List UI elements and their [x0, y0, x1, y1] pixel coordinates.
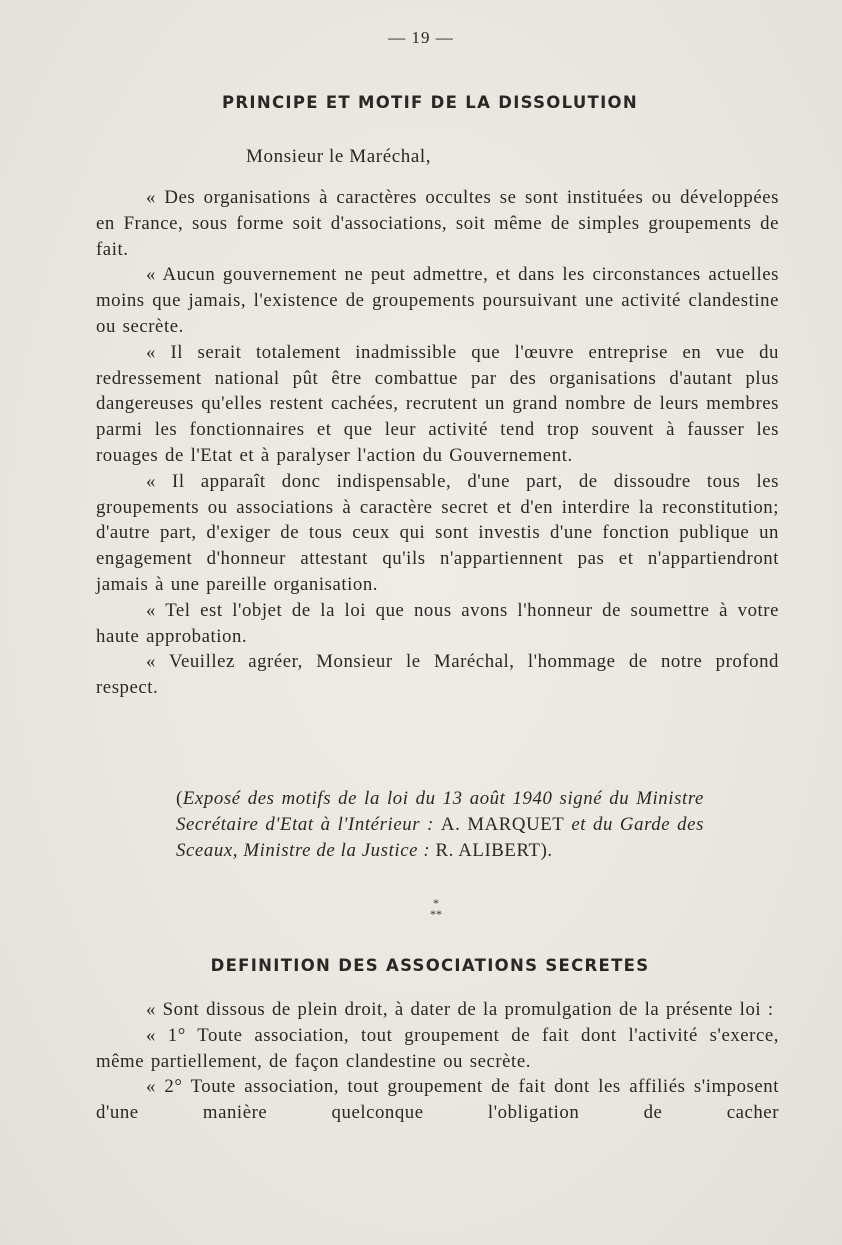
source-text: Exposé des motifs de la loi du 13 août 1940 signé du Ministre Secrétaire d'Etat à l'Intérieur : — [176, 788, 704, 835]
asterism-separator — [421, 898, 451, 920]
asterism-bottom: ** — [430, 907, 442, 921]
signatory-alibert: R. ALIBERT — [435, 840, 541, 861]
paragraph: « Veuillez agréer, Monsieur le Maréchal, l'hommage de notre profond respect. — [96, 651, 779, 699]
paragraph: « Il serait totalement inadmissible que l'œuvre entreprise en vue du redressement national pût être combattue par des organisations d'autant plus dangereuses qu'elles restent cachées, recrutent un grand nombre de leurs membres parmi les fonctionnaires et que leur activité tend trop souvent à fausser les rouages de l'Etat et à paralyser l'action du Gouvernement. — [96, 341, 779, 466]
page-number: — 19 — — [388, 28, 454, 47]
source-text-2: et du Garde des Sceaux, Ministre de la Justice : — [176, 814, 704, 861]
source-citation — [176, 786, 704, 864]
source-close-paren: ). — [540, 840, 553, 861]
paragraph: « Des organisations à caractères occultes se sont instituées ou développées en France, sous forme soit d'associations, soit même de simples groupements de fait. — [96, 187, 779, 260]
asterism-top: * — [433, 896, 439, 910]
section-heading-principe: PRINCIPE ET MOTIF DE LA DISSOLUTION — [222, 93, 638, 112]
paragraph: « 2° Toute association, tout groupement de fait dont les affiliés s'imposent d'une manière quelconque l'obligation de cacher — [96, 1076, 779, 1124]
paragraph: « 1° Toute association, tout groupement de fait dont l'activité s'exerce, même partiellement, de façon clandestine ou secrète. — [96, 1024, 779, 1072]
paragraph: « Il apparaît donc indispensable, d'une part, de dissoudre tous les groupements ou associations à caractère secret et d'en interdire la reconstitution; d'autre part, d'exiger de tous ceux qui sont investis d'une fonction publique un engagement d'honneur attestant qu'ils n'appartiennent pas et n'appartiendront jamais à une pareille organisation. — [96, 470, 779, 595]
source-open-paren: ( — [176, 788, 183, 809]
signatory-marquet: A. MARQUET — [440, 814, 565, 835]
paragraph: « Sont dissous de plein droit, à dater de la promulgation de la présente loi : — [146, 999, 774, 1020]
letter-body — [96, 185, 779, 701]
salutation: Monsieur le Maréchal, — [246, 146, 432, 167]
section-heading-definition: DEFINITION DES ASSOCIATIONS SECRETES — [210, 956, 650, 975]
law-text — [96, 997, 779, 1126]
paragraph: « Tel est l'objet de la loi que nous avons l'honneur de soumettre à votre haute approbation. — [96, 599, 779, 647]
paragraph: « Aucun gouvernement ne peut admettre, et dans les circonstances actuelles moins que jamais, l'existence de groupements poursuivant une activité clandestine ou secrète. — [96, 264, 779, 337]
